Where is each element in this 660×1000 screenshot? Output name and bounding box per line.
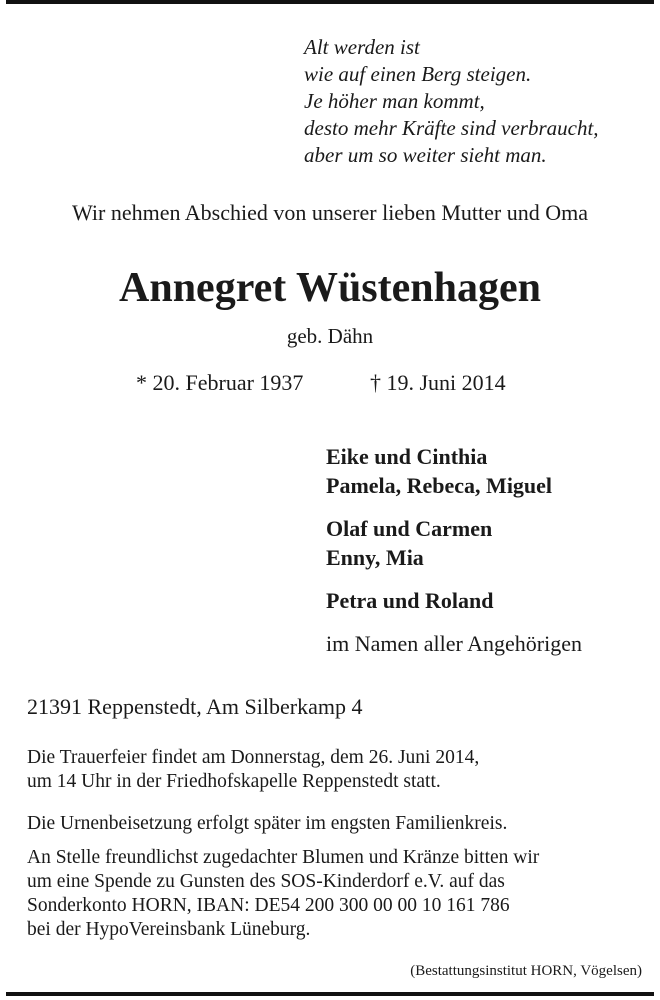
notice-line: bei der HypoVereinsbank Lüneburg. [27,919,311,940]
deceased-name: Annegret Wüstenhagen [119,265,541,311]
mourner-line: Enny, Mia [326,545,424,570]
donation-notice [27,846,637,942]
birth-name: geb. Dähn [286,324,374,348]
notice-line: Die Urnenbeisetzung erfolgt später im engsten Familienkreis. [27,813,508,834]
mourner-group [326,442,582,500]
death-date: † 19. Juni 2014 [370,370,506,395]
urn-notice [27,812,637,836]
mourner-line: Olaf und Carmen [326,516,493,541]
notice-line: um eine Spende zu Gunsten des SOS-Kinderdorf e.V. auf das [27,871,505,892]
mourner-group [326,586,582,615]
notice-line: An Stelle freundlichst zugedachter Blumen und Kränze bitten wir [27,847,540,868]
farewell-intro: Wir nehmen Abschied von unserer lieben Mutter und Oma [72,200,588,225]
address: 21391 Reppenstedt, Am Silberkamp 4 [27,694,363,719]
poem [304,34,599,169]
poem-line: desto mehr Kräfte sind verbraucht, [304,116,599,140]
mourner-line: Petra und Roland [326,588,494,613]
poem-line: aber um so weiter sieht man. [304,143,547,167]
birth-date: * 20. Februar 1937 [136,370,304,395]
mourners-list [326,442,582,658]
funeral-notice [27,746,637,794]
undertaker-credit: (Bestattungsinstitut HORN, Vögelsen) [410,963,642,979]
poem-line: Alt werden ist [304,35,420,59]
mourner-line: Pamela, Rebeca, Miguel [326,473,553,498]
poem-line: Je höher man kommt, [304,89,485,113]
poem-line: wie auf einen Berg steigen. [304,62,532,86]
mourner-line: Eike und Cinthia [326,444,488,469]
notice-line: Die Trauerfeier findet am Donnerstag, dem 26. Juni 2014, [27,747,480,768]
notice-line: um 14 Uhr in der Friedhofskapelle Reppenstedt statt. [27,771,441,792]
notice-line: Sonderkonto HORN, IBAN: DE54 200 300 00 00 10 161 786 [27,895,510,916]
mourner-group [326,514,582,572]
mourners-closing: im Namen aller Angehörigen [326,631,582,656]
